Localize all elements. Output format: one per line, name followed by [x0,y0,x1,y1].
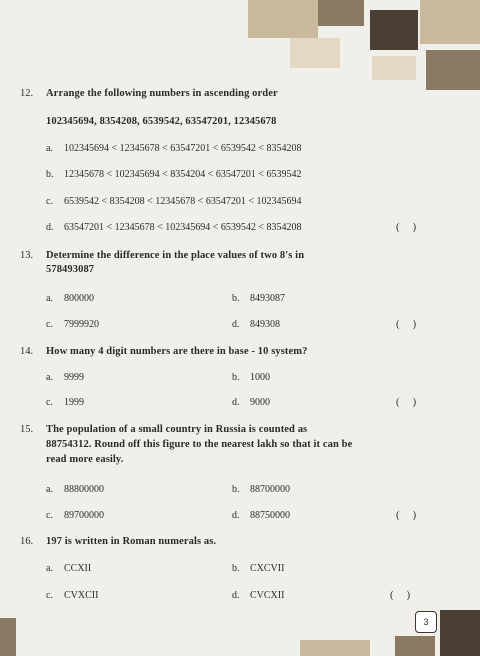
decor-square [372,56,416,80]
option-letter: d. [232,510,240,521]
question-text: read more easily. [46,454,124,465]
option-text: CVCXII [250,590,285,601]
option-text: 7999920 [64,319,99,330]
question-text: The population of a small country in Russia is counted as [46,424,308,435]
option-text: CCXII [64,563,92,574]
decor-square [370,10,418,50]
page-number: 3 [415,611,437,633]
answer-blank[interactable]: ( ) [396,397,417,408]
answer-blank[interactable]: ( ) [390,590,411,601]
option-text: CVXCII [64,590,99,601]
option-letter: d. [46,222,54,233]
option-text: 102345694 < 12345678 < 63547201 < 6539542 < 8354208 [64,143,302,154]
question-number: 12. [20,88,34,99]
option-letter: d. [232,397,240,408]
option-letter: b. [46,169,54,180]
answer-blank[interactable]: ( ) [396,510,417,521]
option-letter: b. [232,372,240,383]
option-letter: c. [46,510,53,521]
answer-blank[interactable]: ( ) [396,222,417,233]
option-letter: a. [46,143,53,154]
decor-square [440,610,480,656]
decor-square [0,618,16,656]
question-number: 16. [20,536,34,547]
option-text: 89700000 [64,510,104,521]
option-text: 88750000 [250,510,290,521]
option-letter: c. [46,196,53,207]
decor-square [318,0,364,26]
option-letter: b. [232,293,240,304]
option-letter: a. [46,484,53,495]
option-text: 849308 [250,319,280,330]
option-text: CXCVII [250,563,285,574]
option-letter: b. [232,484,240,495]
question-number: 13. [20,250,34,261]
option-letter: d. [232,319,240,330]
question-number: 15. [20,424,34,435]
option-text: 12345678 < 102345694 < 8354204 < 63547201 < 6539542 [64,169,302,180]
decor-square [420,0,480,44]
option-text: 1999 [64,397,84,408]
decor-square [248,0,318,38]
option-letter: d. [232,590,240,601]
option-letter: a. [46,293,53,304]
option-letter: b. [232,563,240,574]
question-text: How many 4 digit numbers are there in base - 10 system? [46,346,308,357]
decor-square [290,38,340,68]
option-letter: c. [46,590,53,601]
question-text: 197 is written in Roman numerals as. [46,536,217,547]
option-text: 88700000 [250,484,290,495]
option-text: 63547201 < 12345678 < 102345694 < 6539542 < 8354208 [64,222,302,233]
question-text: 578493087 [46,264,95,275]
option-letter: c. [46,397,53,408]
option-letter: c. [46,319,53,330]
decor-square [300,640,370,656]
answer-blank[interactable]: ( ) [396,319,417,330]
option-text: 9999 [64,372,84,383]
option-text: 800000 [64,293,94,304]
option-text: 9000 [250,397,270,408]
question-text: Determine the difference in the place values of two 8's in [46,250,305,261]
question-numbers: 102345694, 8354208, 6539542, 63547201, 12345678 [46,116,277,127]
question-text: Arrange the following numbers in ascending order [46,88,278,99]
decor-square [395,636,435,656]
option-letter: a. [46,372,53,383]
option-text: 8493087 [250,293,285,304]
decor-square [426,50,480,90]
option-text: 1000 [250,372,270,383]
option-letter: a. [46,563,53,574]
question-text: 88754312. Round off this figure to the nearest lakh so that it can be [46,439,353,450]
option-text: 88800000 [64,484,104,495]
option-text: 6539542 < 8354208 < 12345678 < 63547201 < 102345694 [64,196,302,207]
question-number: 14. [20,346,34,357]
